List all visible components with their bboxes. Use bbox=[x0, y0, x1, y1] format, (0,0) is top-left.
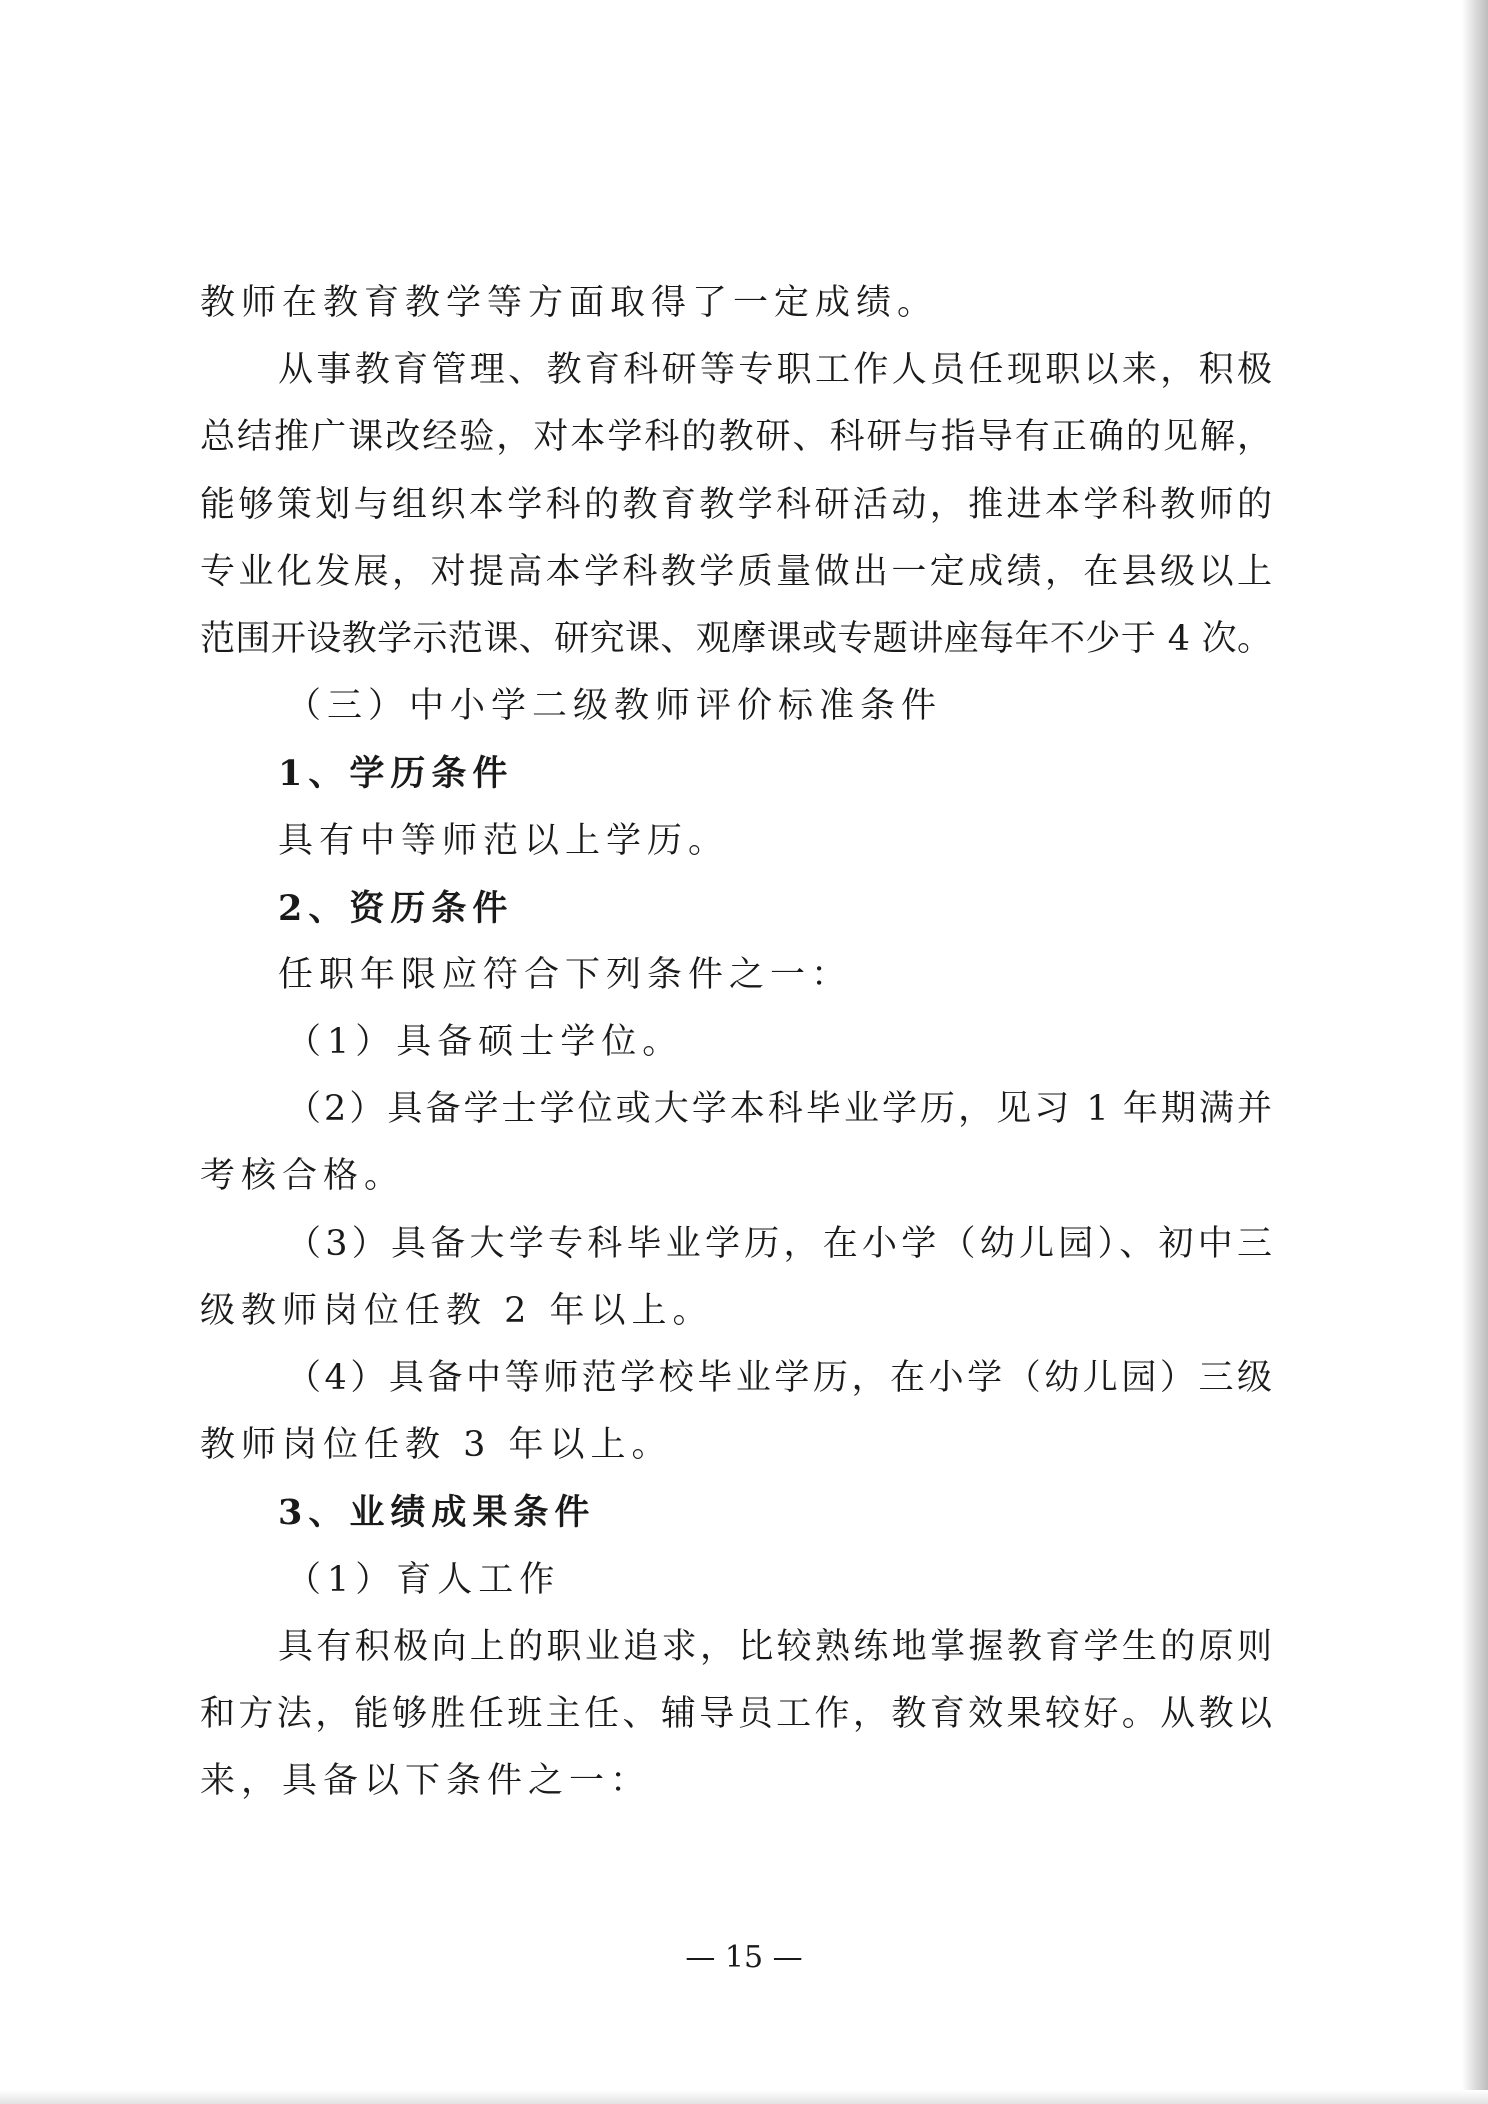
body-line: 教师岗位任教 3 年以上。 bbox=[200, 1425, 673, 1466]
body-line: 能够策划与组织本学科的教育教学科研活动，推进本学科教师的 bbox=[200, 484, 1272, 525]
list-item: （4）具备中等师范学校毕业学历，在小学（幼儿园）三级 bbox=[286, 1358, 1272, 1398]
body-line: 具有积极向上的职业追求，比较熟练地掌握教育学生的原则 bbox=[278, 1626, 1272, 1667]
body-line: 专业化发展，对提高本学科教学质量做出一定成绩，在县级以上 bbox=[200, 551, 1272, 592]
list-item: （1）育人工作 bbox=[286, 1559, 561, 1600]
document-body bbox=[200, 270, 1272, 1815]
body-line: 和方法，能够胜任班主任、辅导员工作，教育效果较好。从教以 bbox=[200, 1693, 1272, 1734]
scan-edge-bottom bbox=[0, 2090, 1488, 2104]
subsection-heading: 3、业绩成果条件 bbox=[278, 1492, 596, 1534]
scan-edge-right bbox=[1462, 0, 1488, 2104]
body-line: 范围开设教学示范课、研究课、观摩课或专题讲座每年不少于 4 次。 bbox=[200, 618, 1272, 659]
body-line: 考核合格。 bbox=[200, 1156, 406, 1197]
body-line: 从事教育管理、教育科研等专职工作人员任现职以来，积极 bbox=[278, 350, 1272, 391]
list-item: （2）具备学士学位或大学本科毕业学历，见习 1 年期满并 bbox=[286, 1089, 1272, 1130]
list-item: （3）具备大学专科毕业学历，在小学（幼儿园）、初中三 bbox=[286, 1223, 1272, 1264]
section-heading: （三）中小学二级教师评价标准条件 bbox=[286, 686, 943, 727]
body-line: 教师在教育教学等方面取得了一定成绩。 bbox=[200, 283, 939, 323]
subsection-heading: 2、资历条件 bbox=[278, 887, 514, 929]
body-line: 级教师岗位任教 2 年以上。 bbox=[200, 1290, 714, 1331]
body-line: 具有中等师范以上学历。 bbox=[278, 820, 730, 861]
list-item: （1）具备硕士学位。 bbox=[286, 1022, 684, 1063]
body-line: 任职年限应符合下列条件之一： bbox=[278, 954, 853, 995]
body-line: 来，具备以下条件之一： bbox=[200, 1761, 652, 1802]
page-number: — 15 — bbox=[685, 1940, 803, 1975]
subsection-heading: 1、学历条件 bbox=[278, 753, 514, 795]
body-line: 总结推广课改经验，对本学科的教研、科研与指导有正确的见解， bbox=[200, 417, 1272, 458]
